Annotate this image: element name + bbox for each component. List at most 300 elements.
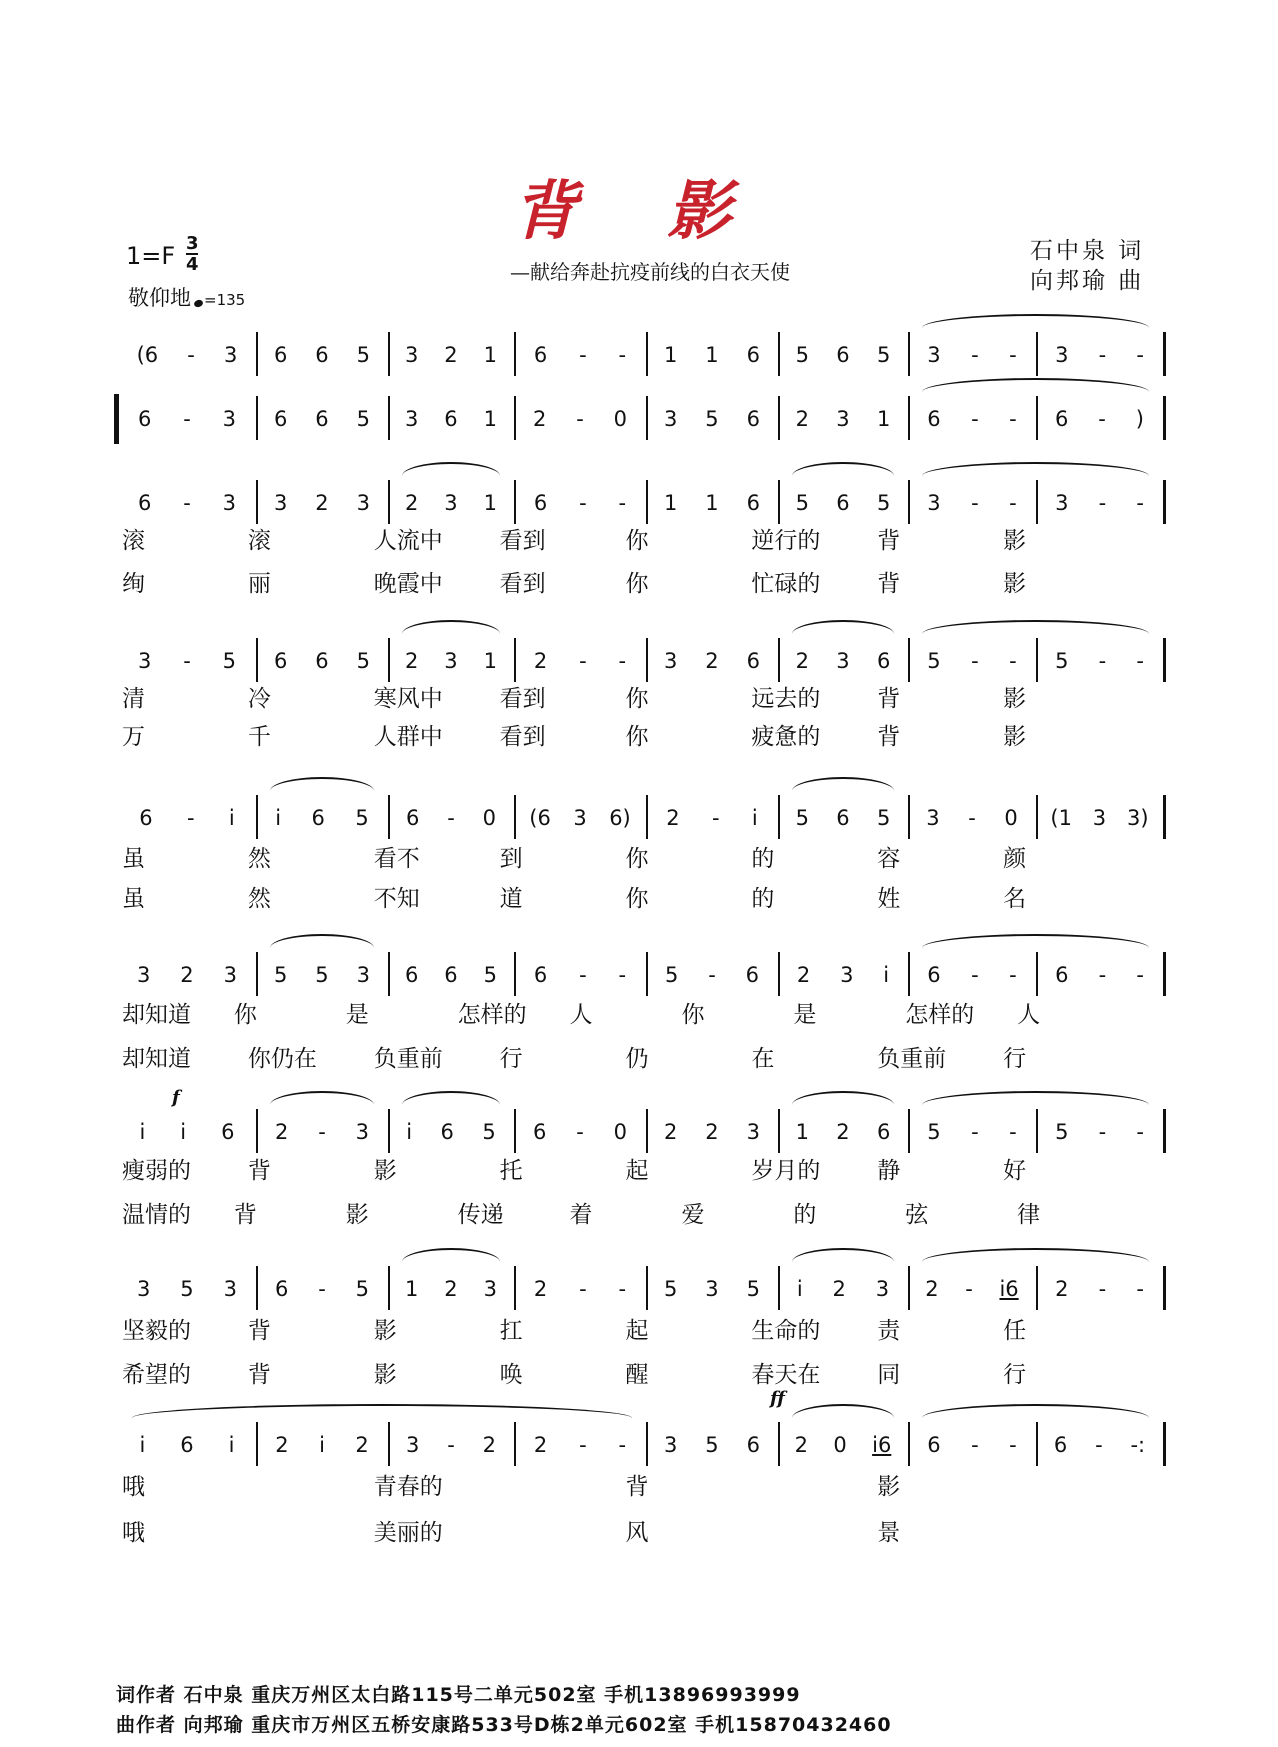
- barline: [1163, 480, 1166, 524]
- barline: [1163, 1109, 1166, 1153]
- barline: [778, 1109, 780, 1153]
- note: -: [579, 963, 587, 987]
- barline: [646, 1266, 648, 1310]
- lyric-word: 扛: [499, 1318, 523, 1344]
- barline: [646, 952, 648, 996]
- note: -: [711, 806, 720, 830]
- measure: [388, 394, 514, 444]
- lyric-word: 背: [877, 724, 901, 750]
- barline: [908, 1266, 910, 1310]
- note: 3: [355, 1120, 370, 1144]
- note: 3: [404, 343, 419, 367]
- lyric-line: [122, 1468, 1182, 1504]
- barline: [1036, 638, 1038, 682]
- lyric-word: 岁月的: [751, 1158, 821, 1184]
- tempo-marking: [128, 282, 245, 312]
- note: 2: [533, 1433, 548, 1457]
- time-sig-top: 3: [186, 233, 199, 254]
- measure: [388, 793, 514, 843]
- measure: [778, 1264, 908, 1314]
- note: 6: [746, 491, 760, 515]
- note: 1: [483, 491, 497, 515]
- note: -: [708, 963, 716, 987]
- lyric-word: 景: [877, 1520, 901, 1546]
- note: 1: [483, 407, 497, 431]
- song-title: 背 影: [512, 174, 766, 249]
- barline: [908, 1422, 910, 1466]
- lyric-line: [122, 1514, 1182, 1550]
- note: 6: [746, 649, 760, 673]
- measure: [778, 950, 908, 1000]
- measure: [778, 394, 908, 444]
- composer-credit: 向邦瑜 曲: [1030, 268, 1145, 294]
- measure: [514, 1420, 646, 1470]
- measure: [118, 1420, 256, 1470]
- lyric-word: 瘦弱的: [122, 1158, 191, 1184]
- measure: [1036, 1264, 1163, 1314]
- slur: [792, 462, 894, 476]
- barline: [256, 952, 258, 996]
- measure: [256, 478, 388, 528]
- lyric-word: 春天在: [751, 1362, 821, 1388]
- note: -: [971, 1120, 979, 1144]
- note: 6: [533, 491, 548, 515]
- barline: [388, 1266, 390, 1310]
- measure: [256, 636, 388, 686]
- lyric-word: 你仍在: [247, 1046, 317, 1072]
- lyric-word: 同: [877, 1362, 901, 1388]
- note: -:: [1130, 1433, 1146, 1457]
- barline: [514, 332, 516, 376]
- note: i: [751, 806, 758, 830]
- lyric-line: [122, 1312, 1182, 1348]
- lyric-word: 看到: [499, 724, 546, 750]
- staff-line-5: [118, 793, 1178, 843]
- measure: [118, 478, 256, 528]
- note: 6: [137, 407, 152, 431]
- note: 3: [663, 1433, 678, 1457]
- lyric-line: [122, 718, 1182, 754]
- note: 2: [532, 407, 547, 431]
- lyric-word: 是: [345, 1002, 369, 1028]
- barline: [514, 1422, 516, 1466]
- barline: [256, 1266, 258, 1310]
- lyric-word: 却知道: [122, 1002, 191, 1028]
- note: 5: [1055, 649, 1069, 673]
- note: i: [180, 1120, 187, 1144]
- measure: [908, 478, 1036, 528]
- note: 0: [1004, 806, 1018, 830]
- barline: [1036, 795, 1038, 839]
- note: 2: [832, 1277, 846, 1301]
- note: -: [1098, 343, 1107, 367]
- note: -: [1098, 407, 1106, 431]
- measure: [646, 636, 778, 686]
- measure: [646, 1264, 778, 1314]
- measure: [646, 1420, 778, 1470]
- lyric-word: 行: [1003, 1362, 1027, 1388]
- note: 6: [311, 806, 325, 830]
- staff-line-3: [118, 478, 1178, 528]
- note: 6: [444, 407, 458, 431]
- barline: [1163, 952, 1166, 996]
- note: 5: [876, 806, 891, 830]
- note: 5: [705, 1433, 719, 1457]
- barline: [514, 396, 516, 440]
- tempo-value: =135: [204, 291, 246, 309]
- note: 5: [355, 1277, 370, 1301]
- lyric-word: 唤: [499, 1362, 523, 1388]
- lyric-word: 你: [681, 1002, 705, 1028]
- measure: [646, 793, 778, 843]
- barline: [646, 1109, 648, 1153]
- note: 1: [483, 343, 497, 367]
- note: 3: [875, 1277, 890, 1301]
- lyric-word: 你: [625, 686, 649, 712]
- note: 2: [274, 1120, 289, 1144]
- note: 6: [180, 1433, 194, 1457]
- lyric-word: 冷: [247, 686, 271, 712]
- lyric-word: 律: [1017, 1202, 1041, 1228]
- barline: [388, 1109, 390, 1153]
- note: 2: [794, 1433, 809, 1457]
- note: 3: [356, 491, 370, 515]
- measure: [908, 636, 1036, 686]
- note: 6: [274, 1277, 289, 1301]
- note: i: [796, 1277, 803, 1301]
- lyric-word: 起: [625, 1318, 649, 1344]
- barline: [388, 638, 390, 682]
- barline: [1036, 952, 1038, 996]
- lyric-word: 疲惫的: [751, 724, 821, 750]
- note: 6: [1054, 407, 1069, 431]
- note: 5: [315, 963, 329, 987]
- lyric-word: 你: [625, 724, 649, 750]
- note: 3: [836, 407, 850, 431]
- note: -: [1009, 649, 1017, 673]
- lyric-word: 哦: [122, 1520, 145, 1546]
- note: 3: [136, 1277, 151, 1301]
- note: 6: [876, 649, 891, 673]
- note: 3: [404, 407, 419, 431]
- note: 5: [664, 963, 679, 987]
- note: 6: [745, 963, 760, 987]
- note: 6: [836, 491, 850, 515]
- note: i: [883, 963, 890, 987]
- lyric-word: 托: [499, 1158, 523, 1184]
- barline: [388, 396, 390, 440]
- note: -: [971, 343, 979, 367]
- measure: [514, 394, 646, 444]
- measure: [778, 636, 908, 686]
- note: 5: [356, 343, 370, 367]
- note: -: [576, 407, 584, 431]
- note: i: [319, 1433, 325, 1457]
- lyric-word: 然: [247, 846, 271, 872]
- note: 5: [927, 1120, 941, 1144]
- note: 3: [840, 963, 854, 987]
- measure: [388, 1107, 514, 1157]
- measure: [514, 950, 646, 1000]
- lyric-word: 滚: [122, 528, 145, 554]
- note: 3: [483, 1277, 497, 1301]
- note: -: [1136, 649, 1144, 673]
- note: 3: [927, 343, 941, 367]
- barline: [514, 1266, 516, 1310]
- lyric-word: 醒: [625, 1362, 649, 1388]
- measure: [908, 1107, 1036, 1157]
- barline: [908, 480, 910, 524]
- lyric-word: 好: [1003, 1158, 1027, 1184]
- note: 5: [482, 1120, 496, 1144]
- measure: [1036, 1107, 1163, 1157]
- note: 5: [663, 1277, 678, 1301]
- slur: [922, 314, 1149, 328]
- measure: [256, 950, 388, 1000]
- staff-line-1: [118, 330, 1178, 380]
- note: -: [1136, 491, 1144, 515]
- measure: [1036, 636, 1163, 686]
- note: 3: [836, 649, 850, 673]
- note: 2: [663, 1120, 678, 1144]
- lyric-word: 绚: [122, 571, 145, 597]
- lyric-word: 负重前: [373, 1046, 443, 1072]
- lyric-line: [122, 1196, 1182, 1232]
- lyric-word: 温情的: [122, 1202, 191, 1228]
- note: 0: [833, 1433, 847, 1457]
- barline: [778, 1266, 780, 1310]
- lyric-word: 姓: [877, 886, 901, 912]
- note: 2: [355, 1433, 369, 1457]
- slur: [402, 462, 500, 476]
- note: -: [1009, 1433, 1017, 1457]
- lyric-line: [122, 1152, 1182, 1188]
- repeat-start-sign: [114, 394, 119, 444]
- note: 3: [223, 963, 237, 987]
- measure: [778, 478, 908, 528]
- measure: [118, 1264, 256, 1314]
- staff-line-2: [118, 394, 1178, 444]
- lyric-word: 传递: [457, 1202, 504, 1228]
- barline: [1163, 396, 1166, 440]
- lyric-word: 颜: [1003, 846, 1027, 872]
- note: 3: [223, 1277, 237, 1301]
- barline: [646, 396, 648, 440]
- lyric-word: 的: [751, 846, 775, 872]
- note: 3: [222, 407, 237, 431]
- note: -: [1098, 649, 1107, 673]
- lyric-word: 背: [233, 1202, 257, 1228]
- note: 0: [613, 1120, 628, 1144]
- measure: [778, 1420, 908, 1470]
- lyric-word: 背: [247, 1362, 271, 1388]
- lyric-word: 滚: [247, 528, 271, 554]
- note: 3: [356, 963, 370, 987]
- note: 5: [273, 963, 288, 987]
- note: 3: [444, 491, 458, 515]
- lyric-word: 看到: [499, 571, 546, 597]
- note: 2: [275, 1433, 289, 1457]
- staff-line-8: [118, 1264, 1178, 1314]
- lyric-word: 青春的: [373, 1474, 443, 1500]
- lyric-word: 行: [1003, 1046, 1027, 1072]
- measure: [1036, 950, 1163, 1000]
- slur: [402, 620, 500, 634]
- barline: [514, 480, 516, 524]
- note: 6: [1055, 963, 1069, 987]
- note: -: [579, 1433, 587, 1457]
- barline: [514, 1109, 516, 1153]
- note: 2: [705, 649, 719, 673]
- lyric-word: 背: [877, 528, 901, 554]
- note: i: [139, 1433, 146, 1457]
- lyric-word: 的: [751, 886, 775, 912]
- note: 2: [795, 407, 810, 431]
- note: 3: [224, 343, 238, 367]
- barline: [1163, 332, 1166, 376]
- lyric-word: 怎样的: [457, 1002, 527, 1028]
- note: -: [971, 491, 979, 515]
- lyric-line: [122, 1356, 1182, 1392]
- barline: [388, 332, 390, 376]
- note: -: [576, 1120, 584, 1144]
- measure: [778, 330, 908, 380]
- barline: [646, 480, 648, 524]
- slur: [402, 1248, 500, 1262]
- lyric-line: [122, 880, 1182, 916]
- note: 3: [273, 491, 288, 515]
- lyric-word: 逆行的: [751, 528, 821, 554]
- note: -: [183, 407, 191, 431]
- note: 5: [355, 806, 369, 830]
- barline: [646, 795, 648, 839]
- note: -: [618, 1433, 627, 1457]
- note: (1: [1050, 806, 1072, 830]
- lyric-word: 然: [247, 886, 271, 912]
- measure: [646, 950, 778, 1000]
- measure: [256, 1420, 388, 1470]
- lyric-word: 背: [877, 571, 901, 597]
- note: -: [447, 806, 455, 830]
- lyric-word: 生命的: [751, 1318, 821, 1344]
- lyric-word: 任: [1003, 1318, 1027, 1344]
- staff-line-7: [118, 1107, 1178, 1157]
- note: 2: [533, 1277, 548, 1301]
- measure: [388, 330, 514, 380]
- note: 2: [404, 491, 419, 515]
- lyric-word: 影: [1003, 571, 1027, 597]
- barline: [778, 795, 780, 839]
- note: -: [618, 343, 627, 367]
- note: -: [971, 649, 979, 673]
- lyric-word: 影: [877, 1474, 901, 1500]
- note: -: [1098, 1120, 1107, 1144]
- measure: [908, 1420, 1036, 1470]
- barline: [1036, 332, 1038, 376]
- note: 2: [482, 1433, 497, 1457]
- footer-line-composer: 曲作者 向邦瑜 重庆市万州区五桥安康路533号D栋2单元602室 手机15870432460: [116, 1714, 892, 1736]
- staff-line-4: [118, 636, 1178, 686]
- key-signature: 1=F: [126, 242, 176, 270]
- note: -: [1095, 1433, 1103, 1457]
- lyric-word: 你: [625, 846, 649, 872]
- measure: [118, 330, 256, 380]
- note: 2: [925, 1277, 939, 1301]
- lyric-word: 晚霞中: [373, 571, 443, 597]
- lyric-word: 人群中: [373, 724, 443, 750]
- note: 6: [836, 343, 850, 367]
- barline: [908, 952, 910, 996]
- lyric-word: 看到: [499, 686, 546, 712]
- note: 3: [663, 407, 678, 431]
- note: -: [1136, 1120, 1144, 1144]
- note: 5: [746, 1277, 760, 1301]
- note: 6: [273, 343, 288, 367]
- note: 2: [796, 963, 811, 987]
- note: -: [971, 963, 979, 987]
- barline: [778, 952, 780, 996]
- barline: [1163, 638, 1166, 682]
- note: 2: [444, 1277, 458, 1301]
- note: 2: [666, 806, 680, 830]
- measure: [646, 394, 778, 444]
- staff-line-9: [118, 1420, 1178, 1470]
- measure: [514, 1107, 646, 1157]
- note: 6: [533, 963, 548, 987]
- measure: [256, 793, 388, 843]
- note: -: [579, 1277, 587, 1301]
- note: 5: [356, 407, 370, 431]
- slur: [922, 378, 1149, 392]
- lyric-word: 却知道: [122, 1046, 191, 1072]
- lyric-word: 不知: [373, 886, 420, 912]
- note: -: [618, 649, 627, 673]
- lyric-word: 起: [625, 1158, 649, 1184]
- note: 6: [315, 343, 329, 367]
- note: 3: [444, 649, 458, 673]
- note: -: [447, 1433, 455, 1457]
- slur: [792, 1404, 894, 1418]
- slur: [270, 1091, 374, 1105]
- note: 2: [444, 343, 458, 367]
- note: 6: [405, 806, 420, 830]
- note: -: [579, 649, 587, 673]
- barline: [388, 795, 390, 839]
- note: ): [1135, 407, 1144, 431]
- note: 3: [705, 1277, 719, 1301]
- staff-line-6: [118, 950, 1178, 1000]
- note: 5: [876, 343, 891, 367]
- note: 2: [705, 1120, 719, 1144]
- note: 3: [573, 806, 587, 830]
- note: 6: [221, 1120, 235, 1144]
- measure: [514, 1264, 646, 1314]
- measure: [1036, 1420, 1163, 1470]
- barline: [778, 332, 780, 376]
- note: 5: [876, 491, 891, 515]
- barline: [1163, 1266, 1166, 1310]
- measure: [646, 1107, 778, 1157]
- note: -: [1009, 963, 1017, 987]
- barline: [256, 1422, 258, 1466]
- barline: [1036, 1266, 1038, 1310]
- measure: [256, 1107, 388, 1157]
- tempo-text: 敬仰地: [128, 286, 191, 310]
- measure: [908, 950, 1036, 1000]
- barline: [256, 1109, 258, 1153]
- note: 6: [927, 963, 941, 987]
- lyric-word: 你: [625, 528, 649, 554]
